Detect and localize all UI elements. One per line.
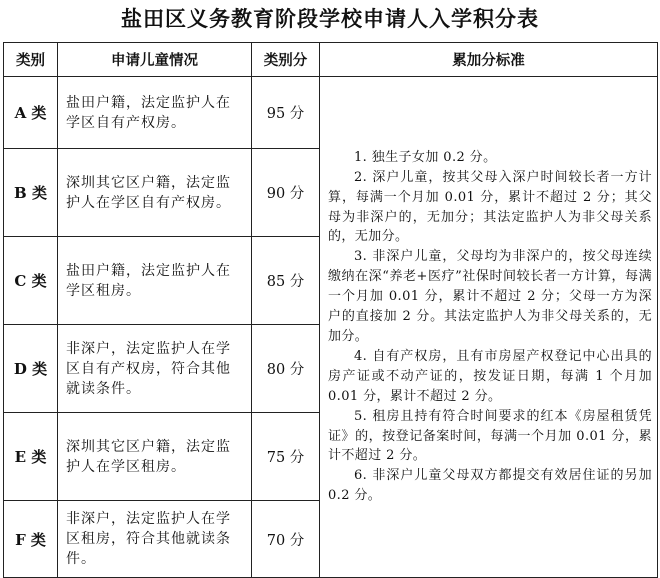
situation-cell: 深圳其它区户籍，法定监护人在学区自有产权房。 <box>58 149 252 237</box>
category-cell: D 类 <box>4 325 58 413</box>
page-title: 盐田区义务教育阶段学校申请人入学积分表 <box>121 7 539 31</box>
score-cell: 95 分 <box>252 77 320 149</box>
score-cell: 75 分 <box>252 413 320 501</box>
category-cell: F 类 <box>4 501 58 578</box>
header-situation: 申请儿童情况 <box>58 43 252 77</box>
situation-cell: 非深户，法定监护人在学区租房，符合其他就读条件。 <box>58 501 252 578</box>
score-cell: 80 分 <box>252 325 320 413</box>
standard-item: 1. 独生子女加 0.2 分。 <box>354 149 497 165</box>
table-header-row <box>4 43 658 77</box>
standard-item: 2. 深户儿童，按其父母入深户时间较长者一方计算，每满一个月加 0.01 分，累计不超过 2 分；其父母为非深户的，无加分；其法定监护人为非父母关系的，无加分。 <box>328 169 652 245</box>
category-cell: B 类 <box>4 149 58 237</box>
score-cell: 85 分 <box>252 237 320 325</box>
category-cell: C 类 <box>4 237 58 325</box>
standard-item: 6. 非深户儿童父母双方都提交有效居住证的另加 0.2 分。 <box>328 468 652 504</box>
header-extra-standard: 累加分标准 <box>320 43 658 77</box>
standard-item: 3. 非深户儿童，父母均为非深户的，按父母连续缴纳在深“养老+医疗”社保时间较长者一方计算，每满一个月加 0.01 分，累计不超过 2 分；父母一方为深户的直接加 2 分。其法定监护人为非父母关系的，无加分。 <box>328 249 652 344</box>
category-cell: E 类 <box>4 413 58 501</box>
standard-item: 5. 租房且持有符合时间要求的红本《房屋租赁凭证》的，按登记备案时间，每满一个月加 0.01 分，累计不超过 2 分。 <box>328 408 652 464</box>
situation-cell: 盐田户籍，法定监护人在学区租房。 <box>58 237 252 325</box>
admission-score-table <box>3 42 658 578</box>
category-cell: A 类 <box>4 77 58 149</box>
situation-cell: 盐田户籍，法定监护人在学区自有产权房。 <box>58 77 252 149</box>
situation-cell: 深圳其它区户籍，法定监护人在学区租房。 <box>58 413 252 501</box>
score-cell: 90 分 <box>252 149 320 237</box>
header-category: 类别 <box>4 43 58 77</box>
extra-standard-cell <box>320 77 658 578</box>
header-category-score: 类别分 <box>252 43 320 77</box>
standard-item: 4. 自有产权房，且有市房屋产权登记中心出具的房产证或不动产证的，按发证日期，每满 1 个月加 0.01 分，累计不超过 2 分。 <box>328 348 652 404</box>
table-row <box>4 77 658 149</box>
situation-cell: 非深户，法定监护人在学区自有产权房，符合其他就读条件。 <box>58 325 252 413</box>
score-cell: 70 分 <box>252 501 320 578</box>
